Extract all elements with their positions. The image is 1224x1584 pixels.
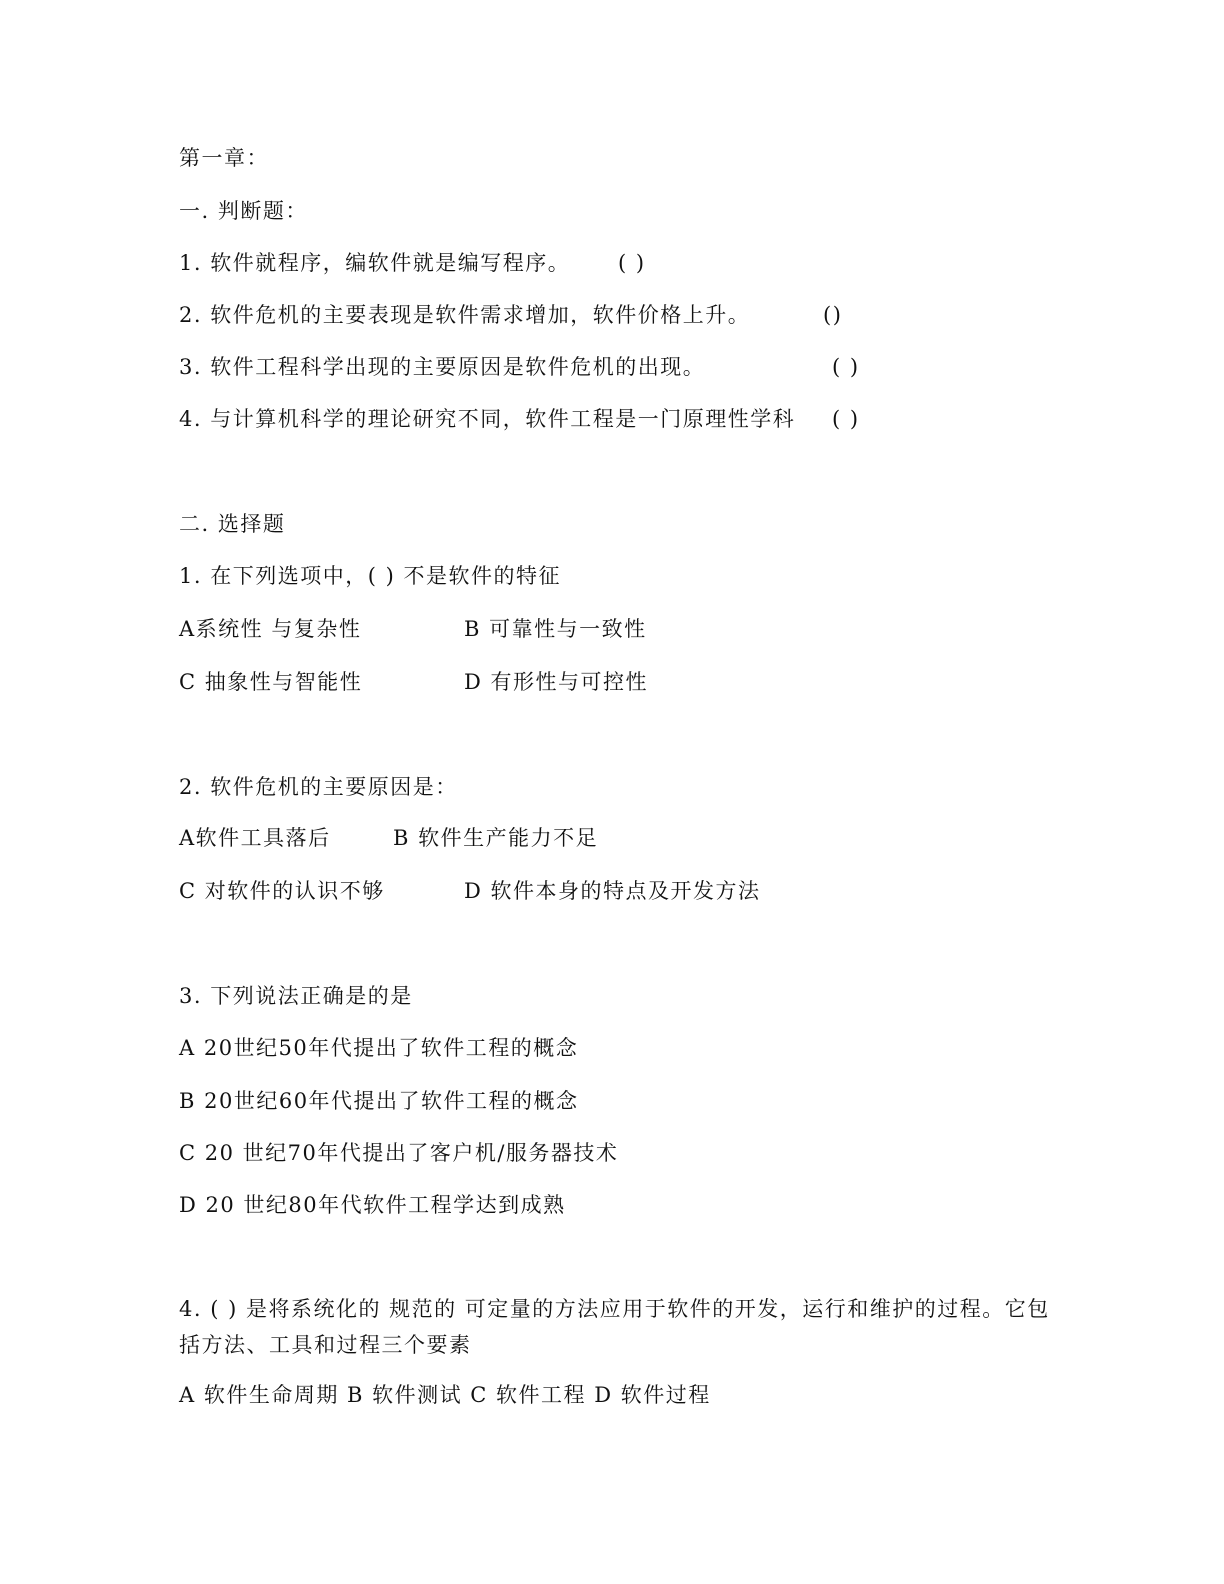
mc-q3-option-b: B 20世纪60年代提出了软件工程的概念 (179, 1089, 579, 1113)
tf-question-3: 3. 软件工程科学出现的主要原因是软件危机的出现。 (179, 355, 706, 379)
tf-answer-blank-4: ( ) (832, 407, 860, 431)
tf-section-heading: 一. 判断题： (179, 199, 308, 223)
mc-q3-option-a: A 20世纪50年代提出了软件工程的概念 (179, 1036, 579, 1060)
chapter-title: 第一章： (179, 146, 269, 170)
mc-q1-option-d: D 有形性与可控性 (464, 670, 649, 694)
mc-question-1: 1. 在下列选项中，( ) 不是软件的特征 (179, 564, 561, 588)
mc-q4-options: A 软件生命周期 B 软件测试 C 软件工程 D 软件过程 (179, 1383, 711, 1407)
mc-q1-option-b: B 可靠性与一致性 (464, 617, 647, 641)
tf-answer-blank-2: () (823, 303, 843, 327)
mc-section-heading: 二. 选择题 (179, 512, 286, 536)
mc-question-4: 4. ( ) 是将系统化的 规范的 可定量的方法应用于软件的开发，运行和维护的过程。它包括方法、工具和过程三个要素 (179, 1297, 1050, 1357)
tf-question-1: 1. 软件就程序，编软件就是编写程序。 (179, 251, 571, 275)
tf-answer-blank-1: ( ) (618, 251, 646, 275)
mc-q2-option-a: A软件工具落后 (179, 826, 331, 850)
tf-question-2: 2. 软件危机的主要表现是软件需求增加，软件价格上升。 (179, 303, 751, 327)
tf-question-4: 4. 与计算机科学的理论研究不同，软件工程是一门原理性学科 (179, 407, 796, 431)
mc-q3-option-d: D 20 世纪80年代软件工程学达到成熟 (179, 1193, 566, 1217)
mc-q2-option-b: B 软件生产能力不足 (393, 826, 599, 850)
mc-question-3: 3. 下列说法正确是的是 (179, 984, 413, 1008)
mc-q1-option-c: C 抽象性与智能性 (179, 670, 363, 694)
mc-q2-option-c: C 对软件的认识不够 (179, 879, 385, 903)
mc-question-2: 2. 软件危机的主要原因是： (179, 775, 458, 799)
mc-q1-option-a: A系统性 与复杂性 (179, 617, 362, 641)
mc-q2-option-d: D 软件本身的特点及开发方法 (464, 879, 761, 903)
tf-answer-blank-3: ( ) (832, 355, 860, 379)
mc-q3-option-c: C 20 世纪70年代提出了客户机/服务器技术 (179, 1141, 619, 1165)
